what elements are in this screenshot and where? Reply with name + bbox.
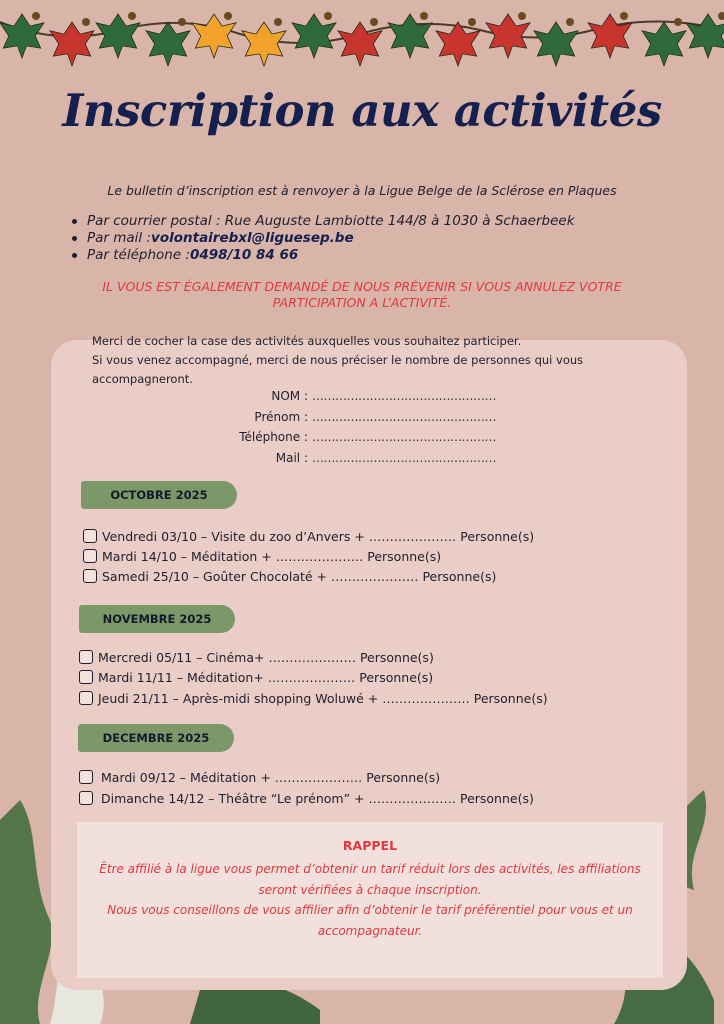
bullet-icon [72, 236, 77, 241]
berry-icon [224, 12, 232, 20]
leaf-icon [0, 14, 44, 58]
berry-icon [370, 18, 378, 26]
checkbox[interactable] [83, 549, 97, 563]
checkbox[interactable] [83, 569, 97, 583]
leaf-garland [0, 0, 724, 95]
activity-item[interactable]: Samedi 25/10 – Goûter Chocolaté + ………………… Personne(s) [83, 566, 496, 586]
checkbox[interactable] [79, 791, 93, 805]
reminder-text-1: Être affilié à la ligue vous permet d’obtenir un tarif réduit lors des activités, les affiliations seront vérifiées à chaque inscription. [99, 862, 641, 897]
berry-icon [468, 18, 476, 26]
activity-item[interactable]: Vendredi 03/10 – Visite du zoo d’Anvers + ………………… Personne(s) [83, 526, 534, 546]
intro-text: Le bulletin d’inscription est à renvoyer à la Ligue Belge de la Sclérose en Plaques [107, 183, 617, 198]
reminder-text-2: Nous vous conseillons de vous affilier afin d’obtenir le tarif préférentiel pour vous et un accompagnateur. [107, 903, 633, 938]
instruction-line: Merci de cocher la case des activités auxquelles vous souhaitez participer. [92, 334, 522, 348]
berry-icon [566, 18, 574, 26]
contact-phone: Par téléphone : 0498/10 84 66 [72, 247, 575, 264]
contact-list [72, 213, 575, 264]
leaf-icon [588, 14, 632, 58]
berry-icon [178, 18, 186, 26]
leaf-icon [338, 22, 382, 66]
contact-post: Par courrier postal : Rue Auguste Lambiotte 144/8 à 1030 à Schaerbeek [72, 213, 575, 230]
reminder-box [77, 822, 663, 978]
leaf-icon [642, 22, 686, 66]
leaf-icon [292, 14, 336, 58]
berry-icon [32, 12, 40, 20]
leaf-icon [192, 14, 236, 58]
page-title: Inscription aux activités [62, 84, 662, 137]
leaf-icon [686, 14, 724, 58]
month-tag-october: OCTOBRE 2025 [81, 481, 237, 509]
berry-icon [128, 12, 136, 20]
identity-fields [200, 386, 500, 468]
berry-icon [518, 12, 526, 20]
activity-item[interactable]: Jeudi 21/11 – Après-midi shopping Woluwé + ………………… Personne(s) [79, 688, 548, 708]
month-tag-december: DECEMBRE 2025 [78, 724, 234, 752]
activity-item[interactable]: Mercredi 05/11 – Cinéma+ ………………… Personne(s) [79, 647, 434, 667]
cancellation-warning: IL VOUS EST ÉGALEMENT DEMANDÉ DE NOUS PRÉVENIR SI VOUS ANNULEZ VOTRE PARTICIPATION A L’ACTIVITÉ. [102, 279, 622, 310]
checkbox[interactable] [79, 670, 93, 684]
berry-icon [620, 12, 628, 20]
checkbox[interactable] [79, 770, 93, 784]
berry-icon [718, 12, 724, 20]
berry-icon [674, 18, 682, 26]
checkbox[interactable] [83, 529, 97, 543]
bullet-icon [72, 219, 77, 224]
mail-field[interactable]: Mail : ………………………………………… [275, 450, 496, 465]
reminder-title: RAPPEL [342, 838, 398, 853]
month-tag-november: NOVEMBRE 2025 [79, 605, 235, 633]
name-field[interactable]: NOM : ………………………………………… [271, 389, 496, 403]
firstname-field[interactable]: Prénom : ………………………………………… [254, 409, 496, 424]
instruction-line: Si vous venez accompagné, merci de nous préciser le nombre de personnes qui vous accompagneront. [92, 353, 584, 386]
phone-field[interactable]: Téléphone : ………………………………………… [239, 430, 496, 444]
contact-mail-value[interactable]: volontairebxl@liguesep.be [151, 230, 354, 246]
leaf-icon [242, 22, 286, 66]
activity-item[interactable]: Dimanche 14/12 – Théâtre “Le prénom” + ………………… Personne(s) [79, 788, 534, 808]
bullet-icon [72, 253, 77, 258]
checkbox[interactable] [79, 650, 93, 664]
leaf-icon [486, 14, 530, 58]
leaf-icon [50, 22, 94, 66]
berry-icon [274, 18, 282, 26]
checkbox[interactable] [79, 691, 93, 705]
leaf-icon [96, 14, 140, 58]
berry-icon [420, 12, 428, 20]
berry-icon [324, 12, 332, 20]
activity-item[interactable]: Mardi 11/11 – Méditation+ ………………… Personne(s) [79, 667, 433, 687]
contact-phone-value[interactable]: 0498/10 84 66 [190, 247, 299, 263]
leaf-icon [534, 22, 578, 66]
activity-item[interactable]: Mardi 09/12 – Méditation + ………………… Personne(s) [79, 767, 440, 787]
leaf-icon [388, 14, 432, 58]
berry-icon [82, 18, 90, 26]
contact-mail: Par mail : volontairebxl@liguesep.be [72, 230, 575, 247]
leaf-icon [146, 22, 190, 66]
activity-item[interactable]: Mardi 14/10 – Méditation + ………………… Personne(s) [83, 546, 441, 566]
instructions [92, 332, 612, 389]
